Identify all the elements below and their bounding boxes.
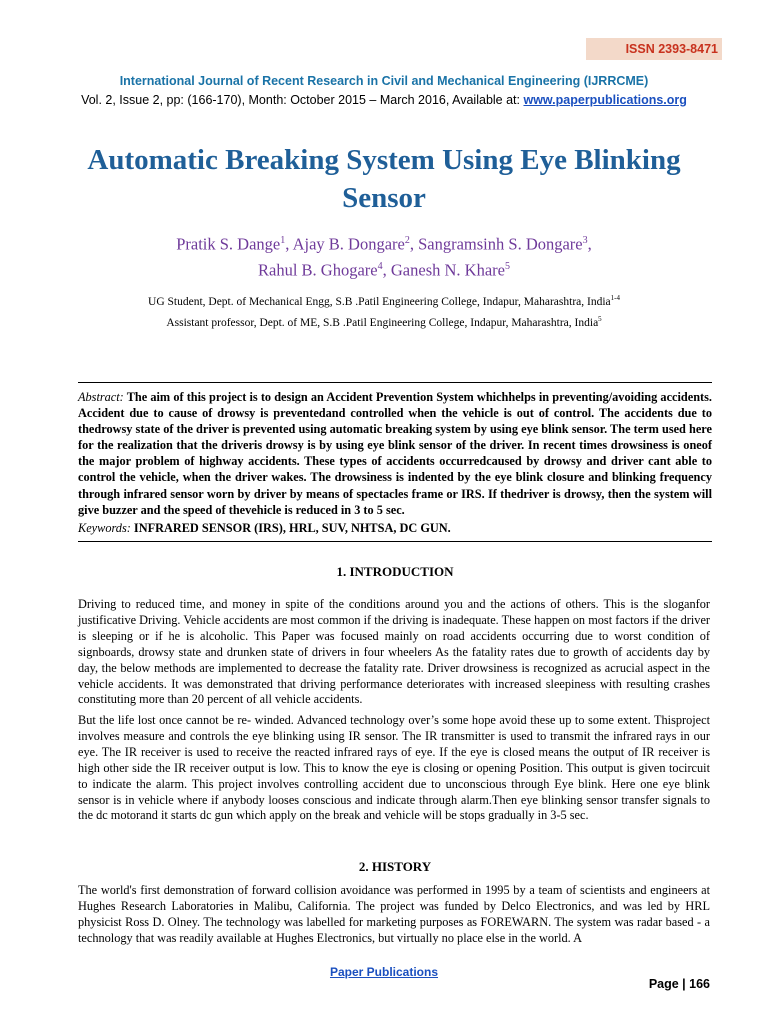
author-sup: 4 [377,260,383,272]
affiliation-1-sup: 1-4 [610,294,620,302]
affiliation-2: Assistant professor, Dept. of ME, S.B .Patil Engineering College, Indapur, Maharashtra, India [166,316,599,329]
abstract [78,389,712,518]
author-name: Sangramsinh S. Dongare [418,234,583,254]
publisher-link[interactable]: Paper Publications [329,965,439,979]
author-name: Rahul B. Ghogare [258,260,378,279]
abstract-top-rule [78,382,712,383]
keywords-text: INFRARED SENSOR (IRS), HRL, SUV, NHTSA, DC GUN. [133,521,451,535]
section-heading-history: 2. HISTORY [358,859,432,874]
author-sup: 1 [280,235,286,246]
author-name: Ajay B. Dongare [292,234,405,254]
paper-title: Automatic Breaking System Using Eye Blinking Sensor [87,144,681,214]
author-name: Pratik S. Dange [176,234,281,254]
journal-name: International Journal of Recent Research in Civil and Mechanical Engineering (IJRRCME) [119,74,649,88]
abstract-text: The aim of this project is to design an Accident Prevention System whichhelps in preventing/avoiding accidents. Accident due to cause of drowsy is preventedand controlled when the vehicle is out of control. The accidents due to thedrowsy state of the driver is prevented using automatic breaking system by using eye blink sensor. The term used here for the realization that the driveris drowsy is by using eye blink sensor of the driver. In recent times drowsiness is oneof the major problem of highway accidents. These types of accidents occurredcaused by drowsy and driver cant able to control the vehicle, when the driver wakes. The drowsiness is indented by the eye blink closure and blinking frequency through infrared sensor worn by driver by means of spectacles frame or IRS. If thedriver is drowsy, then the system will give buzzer and the speed of thevehicle is reduced in 3 to 5 sec. [78,390,712,517]
author-name: Ganesh N. Khare [390,260,505,279]
issn-text: ISSN 2393-8471 [625,42,718,56]
author-sup: 5 [504,260,510,272]
abstract-label: Abstract: [78,390,124,404]
abstract-bottom-rule [78,541,712,542]
issn-badge [586,38,722,60]
history-paragraph-1: The world's first demonstration of forward collision avoidance was performed in 1995 by a team of scientists and engineers at Hughes Research Laboratories in Malibu, California. The project was funded by Delco Electronics, and was led by HRL physicist Ross D. Olney. The technology was labelled for marketing purposes as FOREWARN. The system was radar based - a technology that was readily available at Hughes Electronics, but virtually no place else in the world. A [78,883,710,945]
volume-line [40,92,728,108]
intro-paragraph-1: Driving to reduced time, and money in spite of the conditions around you and the actions of others. This is the sloganfor justificative Driving. Vehicle accidents are most common if the driving is inadequate. These happen on most factors if the driver is sleeping or if he is alcoholic. This Paper was focused mainly on road accidents occurring due to worst condition of signboards, drowsy state and drunken state of drivers in four wheelers As the fatality rates due to growth of accidents day by day, the below methods are implemented to decrease the fatality rate. Driver drowsiness is recognized as acrucial aspect in the vehicle accidents. It was demonstrated that driving performance deteriorates with increased sleepiness with resulting crashes constituting more than 20 percent of all vehicle accidents. [78,597,710,707]
website-link[interactable]: www.paperpublications.org [523,93,687,107]
author-sup: 2 [404,235,410,246]
author-list: Pratik S. Dange$^1$, Ajay B. Dongare$^2$, Sangramsinh S. Dongare$^3$, Rahul B. Ghogare$^4$, Ganesh N. Khare$^5$ [176,234,592,279]
volume-text: Vol. 2, Issue 2, pp: (166-170), Month: October 2015 – March 2016, Available at: [81,93,524,107]
section-heading-introduction: 1. INTRODUCTION [336,564,454,579]
affiliation-1: UG Student, Dept. of Mechanical Engg, S.B .Patil Engineering College, Indapur, Maharashtra, India [148,295,611,308]
affiliations [40,290,728,332]
keywords-label: Keywords: [78,521,131,535]
intro-paragraph-2: But the life lost once cannot be re- winded. Advanced technology over’s some hope avoid these up to some extent. Thisproject involves measure and controls the eye blinking using IR sensor. The IR transmitter is used to transmit the infrared rays in our eye. The IR receiver is used to receive the reacted infrared rays of eye. If the eye is closed means the output of IR receiver is high other side the IR receiver output is low. This to know the eye is closing or opening Position. This output is given tocircuit to indicate the alarm. This project involves controlling accident due to unconscious through Eye blink. Here one eye blink sensor is in vehicle where if anybody looses conscious and indicate through alarm.Then eye blinking sensor transfer signals to the dc motorand it starts dc gun which apply on the break and vehicle will be stops gradually in 3-5 sec. [78,713,710,823]
author-sup: 3 [582,235,588,246]
keywords [78,520,712,536]
affiliation-2-sup: 5 [598,314,602,323]
page-number: Page | 166 [648,977,710,991]
